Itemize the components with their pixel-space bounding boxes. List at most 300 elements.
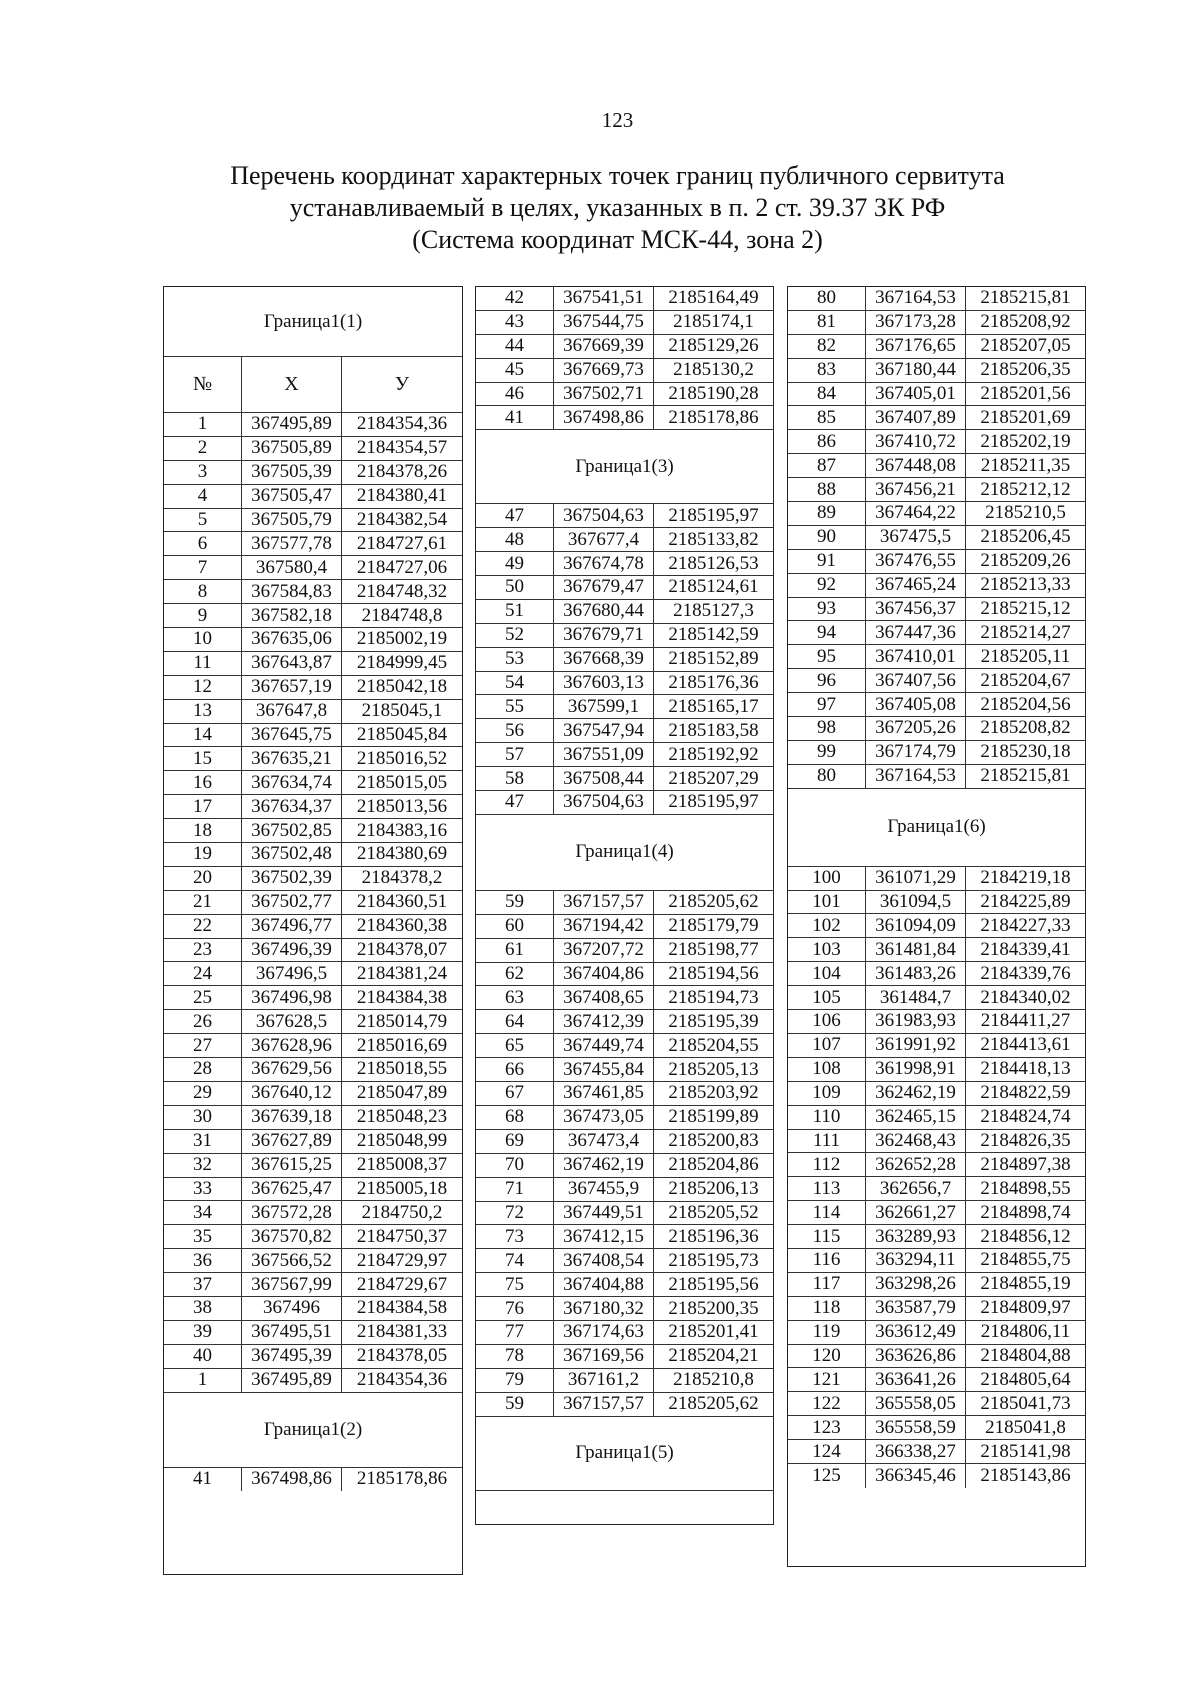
table-row xyxy=(788,478,1085,502)
x-coordinate: 367634,74 xyxy=(242,771,342,794)
point-number: 59 xyxy=(476,891,554,914)
point-number: 65 xyxy=(476,1034,554,1057)
x-coordinate: 367628,96 xyxy=(242,1034,342,1057)
x-coordinate: 367544,75 xyxy=(554,311,654,334)
x-coordinate: 367407,56 xyxy=(866,669,966,692)
y-coordinate: 2185015,05 xyxy=(356,771,448,793)
y-coordinate: 2185178,86 xyxy=(668,406,759,428)
table-row xyxy=(788,311,1085,335)
y-coordinate: 2184822,59 xyxy=(980,1082,1071,1104)
point-number: 31 xyxy=(164,1130,242,1153)
y-coordinate: 2185179,79 xyxy=(668,915,759,937)
x-coordinate: 367508,44 xyxy=(554,767,654,790)
x-coordinate: 367502,85 xyxy=(242,819,342,842)
x-coordinate: 367502,48 xyxy=(242,843,342,866)
y-coordinate: 2185126,53 xyxy=(668,552,759,574)
x-coordinate: 367505,79 xyxy=(242,509,342,532)
point-number: 51 xyxy=(476,600,554,623)
table-row xyxy=(788,359,1085,383)
x-coordinate: 361071,29 xyxy=(866,867,966,890)
y-coordinate: 2185209,26 xyxy=(980,550,1071,572)
y-coordinate: 2185002,19 xyxy=(356,628,448,650)
x-coordinate: 367407,89 xyxy=(866,406,966,429)
table-row xyxy=(476,695,773,719)
y-coordinate: 2184826,35 xyxy=(980,1129,1071,1151)
y-coordinate: 2185206,13 xyxy=(668,1178,759,1200)
point-number: 118 xyxy=(788,1297,866,1320)
table-row xyxy=(164,1106,462,1130)
point-number: 9 xyxy=(164,604,242,627)
table-row xyxy=(164,771,462,795)
y-coordinate: 2185199,89 xyxy=(668,1106,759,1128)
y-coordinate: 2185178,86 xyxy=(356,1468,448,1490)
y-coordinate: 2185205,13 xyxy=(668,1058,759,1080)
table-row xyxy=(788,383,1085,407)
point-number: 14 xyxy=(164,724,242,747)
point-number: 23 xyxy=(164,939,242,962)
y-coordinate: 2185194,73 xyxy=(668,986,759,1008)
x-coordinate: 367504,63 xyxy=(554,791,654,814)
table-row xyxy=(164,1082,462,1106)
x-coordinate: 367584,83 xyxy=(242,580,342,603)
x-coordinate: 365558,59 xyxy=(866,1416,966,1439)
table-row xyxy=(164,413,462,437)
y-coordinate: 2184809,97 xyxy=(980,1297,1071,1319)
table-row xyxy=(788,717,1085,741)
y-coordinate: 2184750,2 xyxy=(361,1201,443,1223)
point-number: 95 xyxy=(788,645,866,668)
x-coordinate: 367449,74 xyxy=(554,1034,654,1057)
table-row xyxy=(788,1297,1085,1321)
table-row xyxy=(476,719,773,743)
point-number: 38 xyxy=(164,1297,242,1320)
point-number: 39 xyxy=(164,1321,242,1344)
x-coordinate: 367657,19 xyxy=(242,676,342,699)
y-coordinate: 2185208,82 xyxy=(980,717,1071,739)
point-number: 28 xyxy=(164,1058,242,1081)
table-row xyxy=(788,1416,1085,1440)
point-number: 30 xyxy=(164,1106,242,1129)
table-row xyxy=(476,1273,773,1297)
boundary-header: Граница1(5) xyxy=(476,1417,773,1491)
x-coordinate: 367669,73 xyxy=(554,359,654,382)
point-number: 24 xyxy=(164,962,242,985)
x-coordinate: 367455,84 xyxy=(554,1058,654,1081)
x-coordinate: 367505,89 xyxy=(242,437,342,460)
table-row xyxy=(476,891,773,915)
table-row xyxy=(164,867,462,891)
table-row xyxy=(788,287,1085,311)
x-coordinate: 362652,28 xyxy=(866,1153,966,1176)
point-number: 121 xyxy=(788,1368,866,1391)
y-coordinate: 2184378,2 xyxy=(361,867,443,889)
header-x: X xyxy=(242,357,342,412)
point-number: 125 xyxy=(788,1464,866,1488)
x-coordinate: 367495,89 xyxy=(242,1369,342,1392)
x-coordinate: 367408,65 xyxy=(554,986,654,1009)
y-coordinate: 2185206,35 xyxy=(980,359,1071,381)
y-coordinate: 2184360,38 xyxy=(356,915,448,937)
point-number: 18 xyxy=(164,819,242,842)
y-coordinate: 2184824,74 xyxy=(980,1106,1071,1128)
table-row xyxy=(788,1273,1085,1297)
table-row xyxy=(476,1202,773,1226)
point-number: 8 xyxy=(164,580,242,603)
table-row xyxy=(164,819,462,843)
table-row xyxy=(164,1369,462,1393)
x-coordinate: 367465,24 xyxy=(866,574,966,597)
point-number: 13 xyxy=(164,700,242,723)
x-coordinate: 367643,87 xyxy=(242,652,342,675)
point-number: 54 xyxy=(476,672,554,695)
table-row xyxy=(476,552,773,576)
table-row xyxy=(788,765,1085,789)
table-row xyxy=(476,504,773,528)
x-coordinate: 367176,65 xyxy=(866,335,966,358)
point-number: 40 xyxy=(164,1345,242,1368)
table-row xyxy=(788,669,1085,693)
table-row xyxy=(476,1130,773,1154)
point-number: 7 xyxy=(164,556,242,579)
y-coordinate: 2184411,27 xyxy=(980,1010,1071,1032)
y-coordinate: 2185190,28 xyxy=(668,383,759,404)
y-coordinate: 2185183,58 xyxy=(668,719,759,741)
title-line-1: Перечень координат характерных точек границ публичного сервитута xyxy=(230,161,1005,190)
point-number: 34 xyxy=(164,1201,242,1224)
y-coordinate: 2184219,18 xyxy=(980,867,1071,889)
table-row xyxy=(476,791,773,815)
x-coordinate: 367570,82 xyxy=(242,1225,342,1248)
table-row xyxy=(788,1392,1085,1416)
table-row xyxy=(164,556,462,580)
point-number: 104 xyxy=(788,962,866,985)
y-coordinate: 2185016,69 xyxy=(356,1034,448,1056)
y-coordinate: 2185176,36 xyxy=(668,672,759,694)
x-coordinate: 367157,57 xyxy=(554,1393,654,1416)
x-coordinate: 367599,1 xyxy=(554,695,654,718)
point-number: 49 xyxy=(476,552,554,575)
point-number: 27 xyxy=(164,1034,242,1057)
point-number: 43 xyxy=(476,311,554,334)
x-coordinate: 367502,39 xyxy=(242,867,342,890)
y-coordinate: 2185215,12 xyxy=(980,598,1071,620)
table-row xyxy=(788,502,1085,526)
point-number: 48 xyxy=(476,528,554,551)
point-number: 86 xyxy=(788,430,866,453)
table-row xyxy=(476,1106,773,1130)
point-number: 91 xyxy=(788,550,866,573)
point-number: 85 xyxy=(788,406,866,429)
x-coordinate: 367447,36 xyxy=(866,621,966,644)
y-coordinate: 2184729,67 xyxy=(356,1273,448,1295)
x-coordinate: 367408,54 xyxy=(554,1249,654,1272)
point-number: 12 xyxy=(164,676,242,699)
table-row xyxy=(164,1058,462,1082)
y-coordinate: 2185201,69 xyxy=(980,406,1071,428)
x-coordinate: 367495,51 xyxy=(242,1321,342,1344)
x-coordinate: 366345,46 xyxy=(866,1464,966,1488)
point-number: 53 xyxy=(476,648,554,671)
point-number: 113 xyxy=(788,1177,866,1200)
x-coordinate: 367629,56 xyxy=(242,1058,342,1081)
table-row xyxy=(164,652,462,676)
point-number: 4 xyxy=(164,485,242,508)
point-number: 50 xyxy=(476,576,554,599)
point-number: 70 xyxy=(476,1154,554,1177)
point-number: 94 xyxy=(788,621,866,644)
table-row xyxy=(476,1010,773,1034)
y-coordinate: 2184383,16 xyxy=(356,819,448,841)
point-number: 120 xyxy=(788,1345,866,1368)
point-number: 25 xyxy=(164,986,242,1009)
x-coordinate: 367502,71 xyxy=(554,383,654,406)
x-coordinate: 367174,63 xyxy=(554,1321,654,1344)
y-coordinate: 2184384,58 xyxy=(356,1297,448,1319)
table-row xyxy=(476,672,773,696)
x-coordinate: 367410,72 xyxy=(866,430,966,453)
y-coordinate: 2185204,56 xyxy=(980,693,1071,715)
x-coordinate: 361094,5 xyxy=(866,891,966,914)
x-coordinate: 367639,18 xyxy=(242,1106,342,1129)
x-coordinate: 367164,53 xyxy=(866,287,966,310)
table-row xyxy=(788,621,1085,645)
x-coordinate: 367164,53 xyxy=(866,765,966,788)
y-coordinate: 2184748,8 xyxy=(361,604,443,626)
table-row xyxy=(164,962,462,986)
x-coordinate: 367674,78 xyxy=(554,552,654,575)
y-coordinate: 2184360,51 xyxy=(356,891,448,913)
table-row xyxy=(476,1249,773,1273)
x-coordinate: 367582,18 xyxy=(242,604,342,627)
point-number: 20 xyxy=(164,867,242,890)
y-coordinate: 2184382,54 xyxy=(356,509,448,530)
y-coordinate: 2185210,5 xyxy=(985,502,1066,524)
point-number: 72 xyxy=(476,1202,554,1225)
y-coordinate: 2185129,26 xyxy=(668,335,759,357)
point-number: 1 xyxy=(164,413,242,436)
point-number: 41 xyxy=(164,1468,242,1492)
table-row xyxy=(788,1368,1085,1392)
y-coordinate: 2184378,07 xyxy=(356,939,448,961)
point-number: 35 xyxy=(164,1225,242,1248)
y-coordinate: 2185214,27 xyxy=(980,621,1071,643)
y-coordinate: 2184378,05 xyxy=(356,1345,448,1367)
table-row xyxy=(164,1178,462,1202)
coordinates-table-column-2 xyxy=(475,286,774,1525)
table-row xyxy=(788,891,1085,915)
point-number: 46 xyxy=(476,383,554,406)
table-row xyxy=(476,1393,773,1417)
point-number: 80 xyxy=(788,765,866,788)
point-number: 44 xyxy=(476,335,554,358)
y-coordinate: 2185152,89 xyxy=(668,648,759,670)
x-coordinate: 367476,55 xyxy=(866,550,966,573)
y-coordinate: 2185201,41 xyxy=(668,1321,759,1343)
x-coordinate: 363587,79 xyxy=(866,1297,966,1320)
y-coordinate: 2184806,11 xyxy=(980,1321,1071,1343)
y-coordinate: 2184750,37 xyxy=(356,1225,448,1247)
y-coordinate: 2185195,39 xyxy=(668,1010,759,1032)
y-coordinate: 2185205,52 xyxy=(668,1201,759,1223)
point-number: 26 xyxy=(164,1010,242,1033)
y-coordinate: 2185200,35 xyxy=(668,1297,759,1319)
title-line-2: устанавливаемый в целях, указанных в п. 2 ст. 39.37 ЗК РФ xyxy=(289,193,946,222)
x-coordinate: 367173,28 xyxy=(866,311,966,334)
point-number: 60 xyxy=(476,915,554,938)
point-number: 109 xyxy=(788,1082,866,1105)
x-coordinate: 367635,21 xyxy=(242,747,342,770)
y-coordinate: 2185194,56 xyxy=(668,963,759,985)
table-row xyxy=(476,1154,773,1178)
y-coordinate: 2185230,18 xyxy=(980,741,1071,763)
y-coordinate: 2185205,62 xyxy=(668,891,759,913)
table-row xyxy=(476,1058,773,1082)
y-coordinate: 2185196,36 xyxy=(668,1225,759,1247)
x-coordinate: 367475,5 xyxy=(866,526,966,549)
table-row xyxy=(788,574,1085,598)
x-coordinate: 367462,19 xyxy=(554,1154,654,1177)
y-coordinate: 2185133,82 xyxy=(668,528,759,550)
table-row xyxy=(164,1273,462,1297)
y-coordinate: 2184855,19 xyxy=(980,1273,1071,1295)
point-number: 84 xyxy=(788,383,866,406)
point-number: 45 xyxy=(476,359,554,382)
y-coordinate: 2185018,55 xyxy=(356,1058,448,1080)
point-number: 41 xyxy=(476,406,554,429)
y-coordinate: 2185045,1 xyxy=(361,700,443,722)
y-coordinate: 2185211,35 xyxy=(980,454,1071,476)
header-number: № xyxy=(164,357,242,412)
y-coordinate: 2185203,92 xyxy=(668,1082,759,1104)
point-number: 82 xyxy=(788,335,866,358)
x-coordinate: 367566,52 xyxy=(242,1249,342,1272)
y-coordinate: 2184354,36 xyxy=(356,1369,448,1391)
y-coordinate: 2185013,56 xyxy=(356,795,448,817)
point-number: 2 xyxy=(164,437,242,460)
table-row xyxy=(476,359,773,383)
point-number: 79 xyxy=(476,1369,554,1392)
table-row xyxy=(788,1464,1085,1488)
x-coordinate: 367505,39 xyxy=(242,461,342,484)
table-row xyxy=(476,335,773,359)
y-coordinate: 2184380,41 xyxy=(356,485,448,507)
y-coordinate: 2184805,64 xyxy=(980,1368,1071,1390)
x-coordinate: 367504,63 xyxy=(554,504,654,527)
table-row xyxy=(788,1106,1085,1130)
point-number: 63 xyxy=(476,986,554,1009)
table-row xyxy=(788,1058,1085,1082)
y-coordinate: 2185143,86 xyxy=(980,1464,1071,1486)
x-coordinate: 367679,47 xyxy=(554,576,654,599)
point-number: 105 xyxy=(788,986,866,1009)
x-coordinate: 367625,47 xyxy=(242,1178,342,1201)
y-coordinate: 2184339,76 xyxy=(980,962,1071,984)
table-row xyxy=(476,648,773,672)
table-row xyxy=(164,485,462,509)
x-coordinate: 367404,88 xyxy=(554,1273,654,1296)
x-coordinate: 367547,94 xyxy=(554,719,654,742)
y-coordinate: 2185200,83 xyxy=(668,1130,759,1152)
point-number: 3 xyxy=(164,461,242,484)
y-coordinate: 2185005,18 xyxy=(356,1177,448,1199)
table-row xyxy=(788,1345,1085,1369)
x-coordinate: 365558,05 xyxy=(866,1392,966,1415)
point-number: 22 xyxy=(164,915,242,938)
y-coordinate: 2185141,98 xyxy=(980,1440,1071,1462)
table-row xyxy=(476,963,773,987)
x-coordinate: 367473,4 xyxy=(554,1130,654,1153)
x-coordinate: 367410,01 xyxy=(866,645,966,668)
point-number: 92 xyxy=(788,574,866,597)
point-number: 108 xyxy=(788,1058,866,1081)
x-coordinate: 367205,26 xyxy=(866,717,966,740)
table-row xyxy=(164,700,462,724)
point-number: 68 xyxy=(476,1106,554,1129)
table-row xyxy=(476,1369,773,1393)
y-coordinate: 2185124,61 xyxy=(668,576,759,598)
point-number: 99 xyxy=(788,741,866,764)
table-row xyxy=(788,1010,1085,1034)
point-number: 81 xyxy=(788,311,866,334)
header-y: У xyxy=(394,373,410,395)
point-number: 15 xyxy=(164,747,242,770)
y-coordinate: 2185041,8 xyxy=(985,1416,1066,1438)
table-row xyxy=(788,550,1085,574)
x-coordinate: 362661,27 xyxy=(866,1201,966,1224)
y-coordinate: 2185215,81 xyxy=(980,287,1071,309)
y-coordinate: 2185048,99 xyxy=(356,1130,448,1152)
x-coordinate: 367635,06 xyxy=(242,628,342,651)
y-coordinate: 2184354,36 xyxy=(356,413,448,435)
table-row xyxy=(788,1034,1085,1058)
table-row xyxy=(788,1130,1085,1154)
table-row xyxy=(788,962,1085,986)
point-number: 47 xyxy=(476,791,554,814)
table-row xyxy=(476,406,773,430)
table-row xyxy=(788,938,1085,962)
table-row xyxy=(476,1297,773,1321)
y-coordinate: 2185195,56 xyxy=(668,1273,759,1295)
point-number: 55 xyxy=(476,695,554,718)
y-coordinate: 2184354,57 xyxy=(356,437,448,459)
y-coordinate: 2184381,33 xyxy=(356,1321,448,1343)
title-line-3: (Система координат МСК-44, зона 2) xyxy=(412,225,823,254)
y-coordinate: 2185016,52 xyxy=(356,747,448,769)
point-number: 33 xyxy=(164,1178,242,1201)
point-number: 83 xyxy=(788,359,866,382)
x-coordinate: 363289,93 xyxy=(866,1225,966,1248)
boundary-header: Граница1(3) xyxy=(476,430,773,504)
point-number: 74 xyxy=(476,1249,554,1272)
table-row xyxy=(788,986,1085,1010)
y-coordinate: 2184729,97 xyxy=(356,1249,448,1271)
y-coordinate: 2185205,62 xyxy=(668,1393,759,1415)
y-coordinate: 2184898,55 xyxy=(980,1177,1071,1199)
y-coordinate: 2185127,3 xyxy=(673,600,754,622)
x-coordinate: 367405,01 xyxy=(866,383,966,406)
point-number: 96 xyxy=(788,669,866,692)
x-coordinate: 367207,72 xyxy=(554,939,654,962)
point-number: 6 xyxy=(164,532,242,555)
table-row xyxy=(788,693,1085,717)
x-coordinate: 367577,78 xyxy=(242,532,342,555)
table-row xyxy=(164,915,462,939)
table-row xyxy=(476,287,773,311)
x-coordinate: 367496 xyxy=(242,1297,342,1320)
table-row xyxy=(164,1225,462,1249)
x-coordinate: 361484,7 xyxy=(866,986,966,1009)
x-coordinate: 363641,26 xyxy=(866,1368,966,1391)
